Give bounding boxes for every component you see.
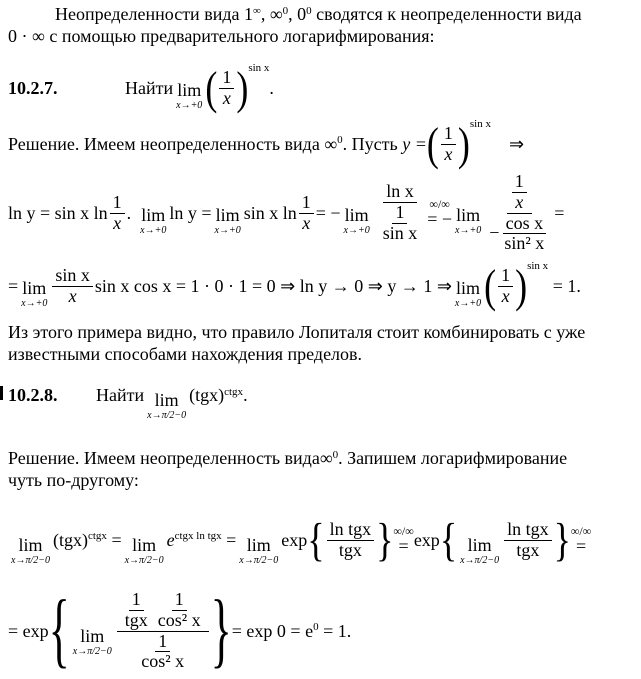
paren: ( (426, 118, 439, 171)
lim: lim (80, 625, 105, 646)
math-line-4 (8, 583, 352, 677)
text: . Запишем логарифмирование (338, 448, 568, 468)
math: y = (402, 133, 427, 154)
paren: ( (205, 62, 218, 115)
den: x (113, 212, 122, 233)
fraction (117, 590, 209, 672)
mark: ∞/∞ (393, 524, 414, 539)
lim-sub: x→+0 (454, 297, 482, 309)
lim: lim (177, 79, 202, 100)
math: ∞ (319, 448, 333, 468)
math: 0 (306, 4, 312, 17)
brace: { (307, 514, 325, 567)
fraction (512, 172, 527, 213)
fraction (441, 124, 456, 165)
lim: lim (154, 390, 179, 410)
fraction (219, 68, 234, 109)
math-line-1 (8, 172, 564, 254)
exponent: sin x (248, 62, 270, 75)
math: ∞ (324, 133, 338, 154)
text: . (243, 385, 248, 405)
fraction (138, 632, 187, 673)
limit (11, 535, 50, 566)
exponent: 0 (313, 621, 319, 634)
lim-sub: x→π/2−0 (124, 554, 164, 566)
num: sin x (52, 266, 93, 287)
math: ∞ (252, 4, 261, 17)
fraction (504, 520, 552, 561)
paragraph-line-1: Из этого примера видно, что правило Лопиталя стоит комбинировать с уже (8, 322, 586, 342)
num: cos x (503, 214, 547, 235)
text: Найти (125, 77, 174, 98)
den: cos² x (157, 609, 201, 630)
limit (73, 626, 112, 657)
text: . Пусть (342, 133, 398, 154)
limit (239, 535, 278, 566)
limit (455, 205, 481, 236)
exponent: ctgx (224, 385, 244, 398)
den: x (515, 191, 524, 212)
limit (344, 205, 370, 236)
math: 0 · ∞ (8, 26, 45, 46)
num: 1 (299, 193, 314, 214)
math: 0 (332, 448, 339, 461)
lhopital-mark (393, 525, 413, 555)
math: = 1. (552, 275, 581, 296)
lim-sub: x→π/2−0 (147, 410, 187, 421)
intro-line-2 (8, 26, 435, 47)
num: 1 (441, 124, 456, 145)
text: сводятся к неопределенности вида (316, 4, 582, 24)
lhopital-mark (571, 525, 591, 555)
lim: lim (344, 204, 369, 225)
math-line-3 (8, 514, 592, 567)
limit (147, 390, 186, 421)
math: ln y = (169, 202, 212, 223)
num: 1 (155, 632, 170, 653)
fraction (375, 182, 426, 243)
limit (140, 205, 166, 236)
math: sin x cos x = 1 · 0 · 1 = 0 ⇒ ln y → 0 ⇒ y → 1 ⇒ (94, 275, 452, 296)
math: (tgx) (52, 529, 88, 550)
example-10-2-8-header (8, 380, 248, 421)
exponent: sin x (527, 260, 549, 273)
margin-mark (0, 386, 3, 400)
math: e (166, 529, 175, 550)
den: tgx (338, 539, 362, 560)
exponent: ctgx (87, 530, 107, 543)
paren: ) (515, 260, 528, 313)
den: x (501, 285, 510, 306)
math: = (226, 529, 237, 550)
paren: ) (236, 62, 249, 115)
lim: lim (215, 204, 240, 225)
lhopital-mark (427, 198, 452, 228)
fraction (380, 203, 421, 244)
num: 1 (129, 590, 144, 611)
lim-sub: x→+0 (343, 224, 370, 236)
solution-2-line-1 (8, 448, 633, 469)
paragraph-line-2: известными способами нахождения пределов. (8, 344, 363, 364)
lim: lim (141, 204, 166, 225)
lim-sub: x→+0 (455, 224, 482, 236)
text: Решение. Имеем неопределенность вида (8, 133, 320, 154)
lim-sub: x→+0 (176, 99, 203, 111)
num: 1 (512, 172, 527, 193)
math: exp (413, 529, 440, 550)
math: = (398, 536, 409, 557)
text: Неопределенности вида (55, 4, 240, 24)
lim-sub: x→+0 (140, 224, 167, 236)
den: tgx (516, 539, 540, 560)
brace: { (48, 583, 70, 677)
text: . (126, 202, 132, 223)
math: = exp 0 = e (231, 620, 314, 641)
paren: ) (457, 118, 470, 171)
math: 0 (297, 4, 307, 24)
fraction (501, 214, 547, 255)
limit (455, 278, 481, 309)
num: 1 (498, 266, 513, 287)
fraction (299, 193, 314, 234)
brace: { (439, 514, 458, 567)
example-number: 10.2.7. (8, 77, 58, 98)
limit (21, 278, 47, 309)
den: sin² x (504, 233, 545, 254)
lim: lim (455, 277, 480, 298)
math-line-2 (8, 260, 581, 313)
math: sin x ln (243, 202, 297, 223)
lim: lim (467, 534, 492, 555)
mark: ∞/∞ (429, 197, 450, 212)
math: = (8, 275, 19, 296)
exponent: ctgx ln tgx (174, 530, 222, 543)
num: ln tgx (504, 520, 552, 541)
lim-sub: x→+0 (21, 297, 48, 309)
lim-sub: x→π/2−0 (72, 645, 112, 657)
den: sin x (382, 222, 418, 243)
lim: lim (246, 534, 271, 555)
limit (125, 535, 164, 566)
den: x (68, 285, 77, 306)
brace: } (553, 514, 571, 567)
math: = − (315, 202, 341, 223)
num: 1 (219, 68, 234, 89)
limit (176, 80, 202, 111)
math: = (111, 529, 122, 550)
math: ⇒ (508, 133, 525, 154)
math: ∞ (269, 4, 283, 24)
math: = (576, 536, 587, 557)
example-10-2-7-header (8, 62, 274, 115)
example-number: 10.2.8. (8, 385, 58, 405)
brace: } (376, 514, 394, 567)
fraction (155, 590, 204, 631)
fraction (327, 520, 375, 561)
num: ln x (383, 182, 417, 203)
math: = exp (8, 620, 49, 641)
den: x (222, 87, 231, 108)
intro-line-1: Неопределенности вида 1 ∞ , ∞ 0 , 0 0 сводятся к неопределенности вида (55, 4, 582, 24)
den: tgx (124, 609, 148, 630)
solution-1-line (8, 118, 525, 171)
text: с помощью предварительного логарифмирования: (49, 26, 435, 46)
lim: lim (18, 534, 43, 555)
math: − (489, 222, 500, 243)
limit (215, 205, 241, 236)
lim-sub: x→π/2−0 (11, 554, 50, 566)
lim-sub: x→π/2−0 (239, 554, 279, 566)
fraction (122, 590, 151, 631)
lim: lim (22, 277, 47, 298)
brace: } (210, 583, 232, 677)
num: 1 (172, 590, 187, 611)
den: x (444, 143, 453, 164)
math: 0 (337, 134, 343, 147)
fraction (486, 172, 552, 254)
limit (460, 535, 499, 566)
num: 1 (110, 193, 125, 214)
fraction (110, 193, 125, 234)
fraction (52, 266, 93, 307)
fraction (498, 266, 513, 307)
solution-2-line-2: чуть по-другому: (8, 470, 139, 490)
text: Найти (96, 385, 145, 405)
math: = (554, 202, 565, 223)
den: cos² x (141, 651, 185, 672)
lim-sub: x→π/2−0 (460, 554, 500, 566)
num: ln tgx (327, 520, 375, 541)
math: ln y = sin x ln (8, 202, 108, 223)
lim: lim (132, 534, 157, 555)
math: exp (281, 529, 308, 550)
mark: ∞/∞ (570, 524, 592, 539)
math: (tgx) (189, 385, 225, 405)
num: 1 (392, 203, 407, 224)
math: 0 (282, 4, 289, 17)
den: x (302, 212, 311, 233)
text: Решение. Имеем неопределенность вида (8, 448, 320, 468)
paren: ( (484, 260, 497, 313)
text: . (269, 77, 274, 98)
math: = 1. (323, 620, 352, 641)
lim: lim (456, 204, 481, 225)
lim-sub: x→+0 (214, 224, 241, 236)
exponent: sin x (469, 118, 491, 131)
math: 1 (243, 4, 253, 24)
math: = − (427, 209, 453, 230)
